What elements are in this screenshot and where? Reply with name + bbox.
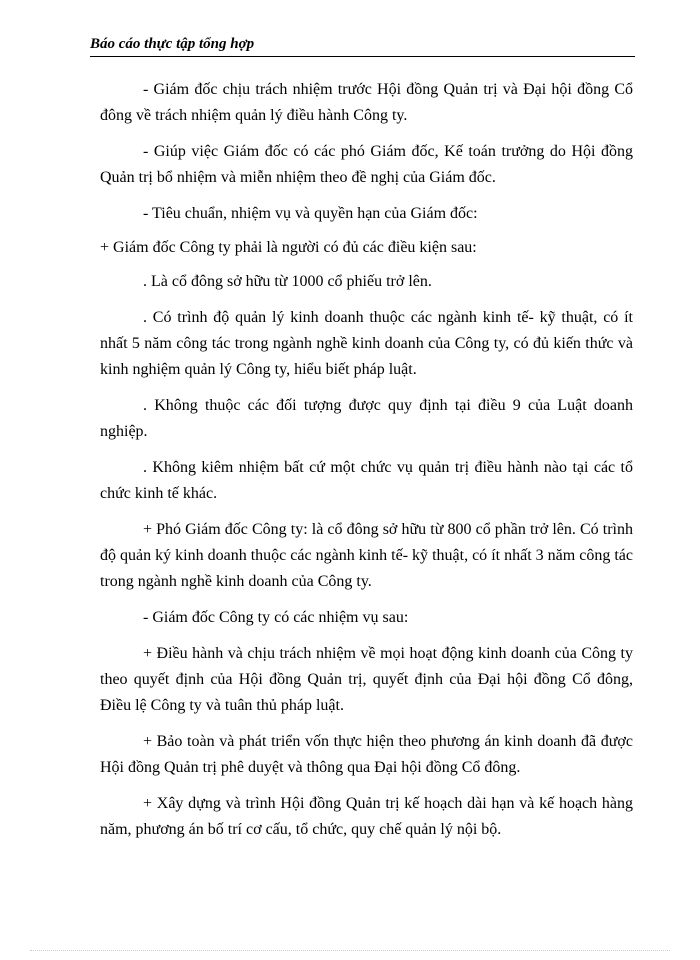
paragraph-director-assistants: - Giúp việc Giám đốc có các phó Giám đốc, Kế toán trưởng do Hội đồng Quản trị bổ nhiệm và miễn nhiệm theo đề nghị của Giám đốc.: [100, 143, 633, 186]
paragraph-deputy-director: + Phó Giám đốc Công ty: là cổ đông sở hữu từ 800 cổ phần trở lên. Có trình độ quản ký kinh doanh thuộc các ngành kinh tế- kỹ thuật, có ít nhất 3 năm công tác trong ngành nghề kinh doanh của Công ty.: [100, 521, 633, 590]
paragraph-director-conditions: + Giám đốc Công ty phải là người có đủ các điều kiện sau:: [100, 239, 477, 256]
paragraph-director-responsibility: - Giám đốc chịu trách nhiệm trước Hội đồng Quản trị và Đại hội đồng Cổ đông về trách nhiệm quản lý điều hành Công ty.: [100, 81, 633, 124]
list-item-build-plans: + Xây dựng và trình Hội đồng Quản trị kế hoạch dài hạn và kế hoạch hàng năm, phương án bố trí cơ cấu, tổ chức, quy chế quản lý nội bộ.: [100, 795, 633, 838]
header-rule: [90, 56, 635, 57]
page-bottom-dotted-border: [30, 950, 670, 951]
paragraph-director-criteria-heading: - Tiêu chuẩn, nhiệm vụ và quyền hạn của Giám đốc:: [143, 205, 478, 222]
list-item-qualification: . Có trình độ quản lý kinh doanh thuộc các ngành kinh tế- kỹ thuật, có ít nhất 5 năm công tác trong ngành nghề kinh doanh của Công ty, có đủ kiến thức và kinh nghiệm quản lý Công ty, hiểu biết pháp luật.: [100, 309, 633, 378]
list-item-not-prohibited: . Không thuộc các đối tượng được quy định tại điều 9 của Luật doanh nghiệp.: [100, 397, 633, 440]
list-item-preserve-capital: + Bảo toàn và phát triển vốn thực hiện theo phương án kinh doanh đã được Hội đồng Quản trị phê duyệt và thông qua Đại hội đồng Cổ đông.: [100, 733, 633, 776]
document-body: [100, 77, 633, 853]
list-item-shareholding: . Là cổ đông sở hữu từ 1000 cổ phiếu trở lên.: [143, 273, 432, 290]
paragraph-director-duties-heading: - Giám đốc Công ty có các nhiệm vụ sau:: [143, 609, 409, 626]
list-item-operate-business: + Điều hành và chịu trách nhiệm về mọi hoạt động kinh doanh của Công ty theo quyết định của Hội đồng Quản trị, quyết định của Đại hội đồng Cổ đông, Điều lệ Công ty và tuân thủ pháp luật.: [100, 645, 633, 714]
list-item-no-concurrent-role: . Không kiêm nhiệm bất cứ một chức vụ quản trị điều hành nào tại các tổ chức kinh tế khác.: [100, 459, 633, 502]
running-header: Báo cáo thực tập tổng hợp: [90, 36, 255, 52]
